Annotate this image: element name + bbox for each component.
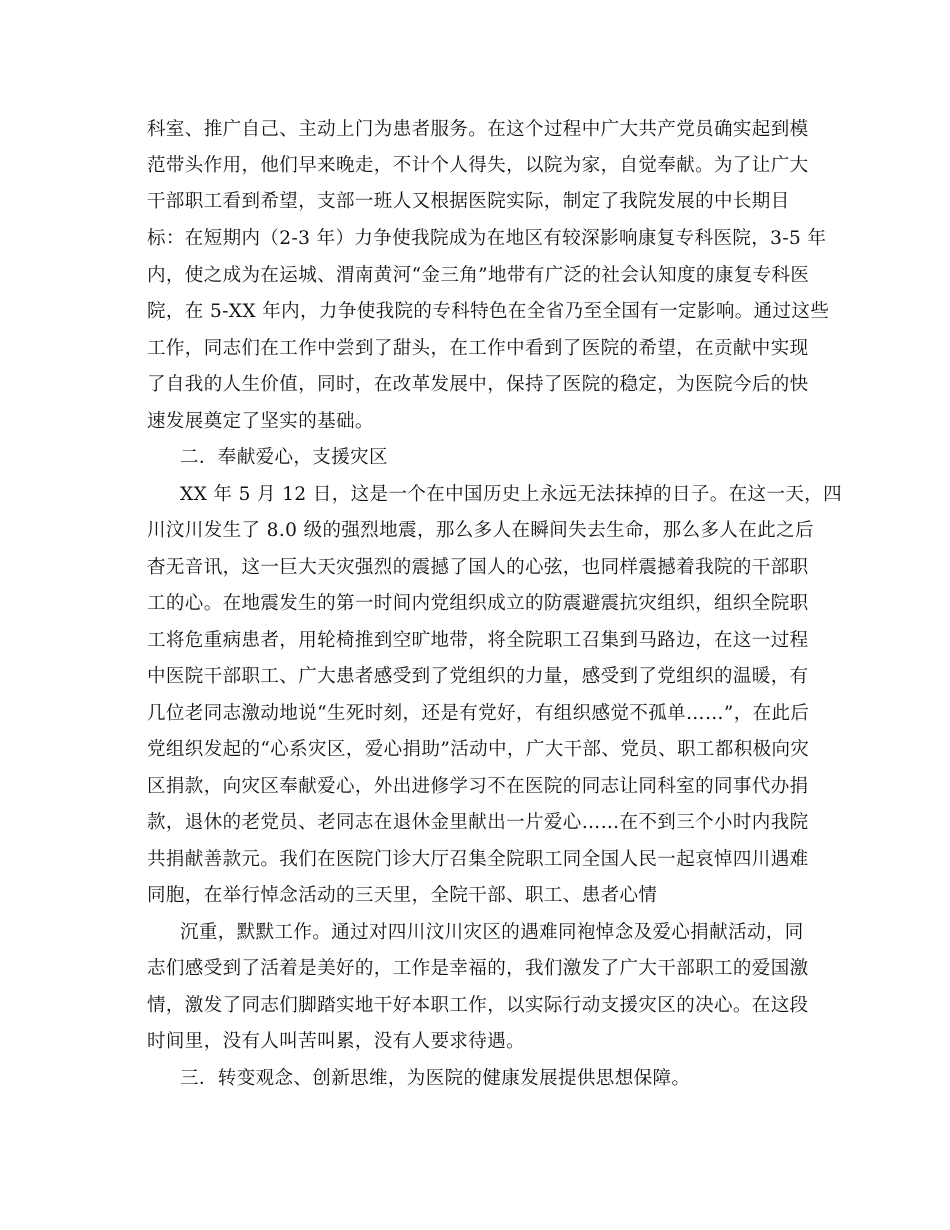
paragraph-line: 沉重，默默工作。通过对四川汶川灾区的遇难同袍悼念及爱心捐献活动，同 (180, 922, 804, 943)
paragraph-line: 区捐款，向灾区奉献爱心，外出进修学习不在医院的同志让同科室的同事代办捐 (147, 776, 809, 797)
paragraph-line: XX 年 5 月 12 日，这是一个在中国历史上永远无法抹掉的日子。在这一天，四 (180, 484, 843, 505)
section-heading: 二．奉献爱心，支援灾区 (180, 447, 388, 468)
paragraph-line: 工将危重病患者，用轮椅推到空旷地带，将全院职工召集到马路边，在这一过程 (147, 630, 809, 651)
paragraph-line: 党组织发起的“心系灾区，爱心捐助”活动中，广大干部、党员、职工都积极向灾 (147, 739, 810, 760)
paragraph-line: 同胞，在举行悼念活动的三天里，全院干部、职工、患者心情 (147, 885, 658, 906)
paragraph-line: 共捐献善款元。我们在医院门诊大厅召集全院职工同全国人民一起哀悼四川遇难 (147, 849, 809, 870)
paragraph-line: 干部职工看到希望，支部一班人又根据医院实际，制定了我院发展的中长期目 (147, 191, 790, 212)
paragraph-line: 中医院干部职工、广大患者感受到了党组织的力量，感受到了党组织的温暖，有 (147, 666, 809, 687)
paragraph-line: 志们感受到了活着是美好的，工作是幸福的，我们激发了广大干部职工的爱国激 (147, 958, 809, 979)
paragraph-line: 款，退休的老党员、老同志在退休金里献出一片爱心……在不到三个小时内我院 (147, 812, 809, 833)
paragraph-line: 范带头作用，他们早来晚走，不计个人得失，以院为家，自觉奉献。为了让广大 (147, 155, 809, 176)
paragraph-line: 情，激发了同志们脚踏实地干好本职工作，以实际行动支援灾区的决心。在这段 (147, 995, 809, 1016)
paragraph-line: 标：在短期内（2-3 年）力争使我院成为在地区有较深影响康复专科医院，3-5 年 (147, 228, 827, 249)
paragraph-line: 院，在 5-XX 年内，力争使我院的专科特色在全省乃至全国有一定影响。通过这些 (147, 301, 830, 322)
paragraph-line: 科室、推广自己、主动上门为患者服务。在这个过程中广大共产党员确实起到模 (147, 119, 809, 140)
paragraph-line: 工作，同志们在工作中尝到了甜头，在工作中看到了医院的希望，在贡献中实现 (147, 338, 809, 359)
paragraph-line: 时间里，没有人叫苦叫累，没有人要求待遇。 (147, 1031, 526, 1052)
section-heading: 三．转变观念、创新思维，为医院的健康发展提供思想保障。 (180, 1068, 691, 1089)
paragraph-line: 杳无音讯，这一巨大天灾强烈的震撼了国人的心弦，也同样震撼着我院的干部职 (147, 557, 809, 578)
paragraph-line: 内，使之成为在运城、渭南黄河“金三角”地带有广泛的社会认知度的康复专科医 (147, 265, 810, 286)
paragraph-line: 几位老同志激动地说“生死时刻，还是有党好，有组织感觉不孤单……”，在此后 (147, 703, 810, 724)
paragraph-line: 了自我的人生价值，同时，在改革发展中，保持了医院的稳定，为医院今后的快 (147, 374, 809, 395)
paragraph-line: 工的心。在地震发生的第一时间内党组织成立的防震避震抗灾组织，组织全院职 (147, 593, 809, 614)
paragraph-line: 川汶川发生了 8.0 级的强烈地震，那么多人在瞬间失去生命，那么多人在此之后 (147, 520, 814, 541)
paragraph-line: 速发展奠定了坚实的基础。 (147, 411, 374, 432)
